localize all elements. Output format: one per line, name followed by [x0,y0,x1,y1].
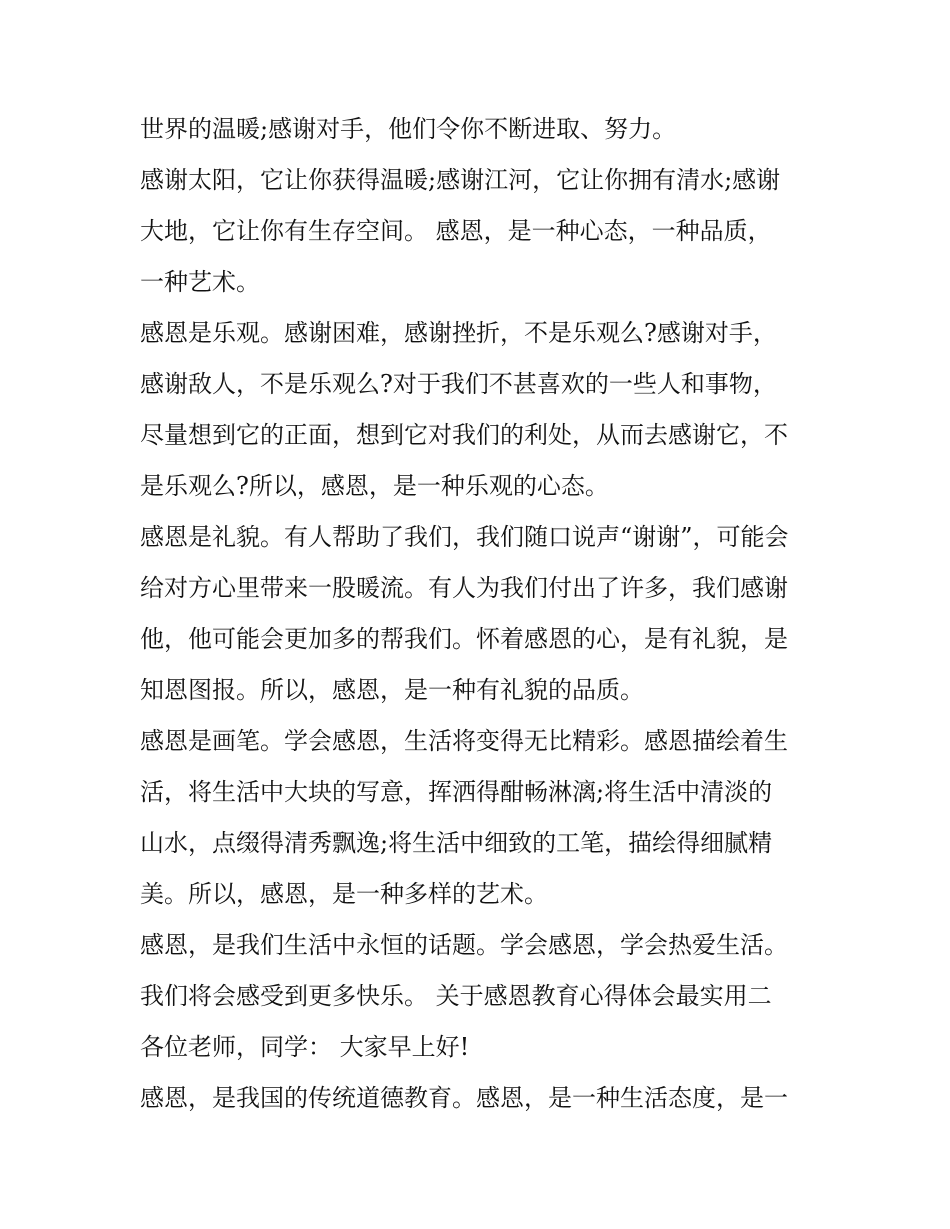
document-page [140,104,816,1124]
text-line: 我们将会感受到更多快乐。 关于感恩教育心得体会最实用二 [140,982,772,1010]
text-line: 给对方心里带来一股暖流。有人为我们付出了许多，我们感谢 [140,574,788,602]
text-line: 感恩，是我们生活中永恒的话题。学会感恩，学会热爱生活。 [140,931,788,959]
text-line: 是乐观么?所以，感恩，是一种乐观的心态。 [140,472,609,500]
text-line: 一种艺术。 [140,268,260,296]
text-line: 感恩是画笔。学会感恩，生活将变得无比精彩。感恩描绘着生 [140,727,788,755]
text-line: 尽量想到它的正面，想到它对我们的利处，从而去感谢它，不 [140,421,788,449]
text-line: 感恩是礼貌。有人帮助了我们，我们随口说声“谢谢”，可能会 [140,523,789,551]
text-line: 美。所以，感恩，是一种多样的艺术。 [140,880,548,908]
text-line: 各位老师，同学： 大家早上好! [140,1033,470,1061]
text-line: 山水，点缀得清秀飘逸;将生活中细致的工笔，描绘得细腻精 [140,829,773,857]
text-line: 感恩是乐观。感谢困难，感谢挫折，不是乐观么?感谢对手， [140,319,777,347]
text-line: 大地，它让你有生存空间。 感恩，是一种心态，一种品质， [140,217,772,245]
text-line: 世界的温暖;感谢对手，他们令你不断进取、努力。 [140,115,677,143]
text-line: 他，他可能会更加多的帮我们。怀着感恩的心，是有礼貌，是 [140,625,788,653]
text-line: 感谢太阳，它让你获得温暖;感谢江河，它让你拥有清水;感谢 [140,166,781,194]
text-line: 活，将生活中大块的写意，挥洒得酣畅淋漓;将生活中清淡的 [140,778,773,806]
text-line: 感谢敌人，不是乐观么?对于我们不甚喜欢的一些人和事物， [140,370,777,398]
text-line: 知恩图报。所以，感恩，是一种有礼貌的品质。 [140,676,644,704]
text-line: 感恩，是我国的传统道德教育。感恩，是一种生活态度，是一 [140,1084,788,1112]
